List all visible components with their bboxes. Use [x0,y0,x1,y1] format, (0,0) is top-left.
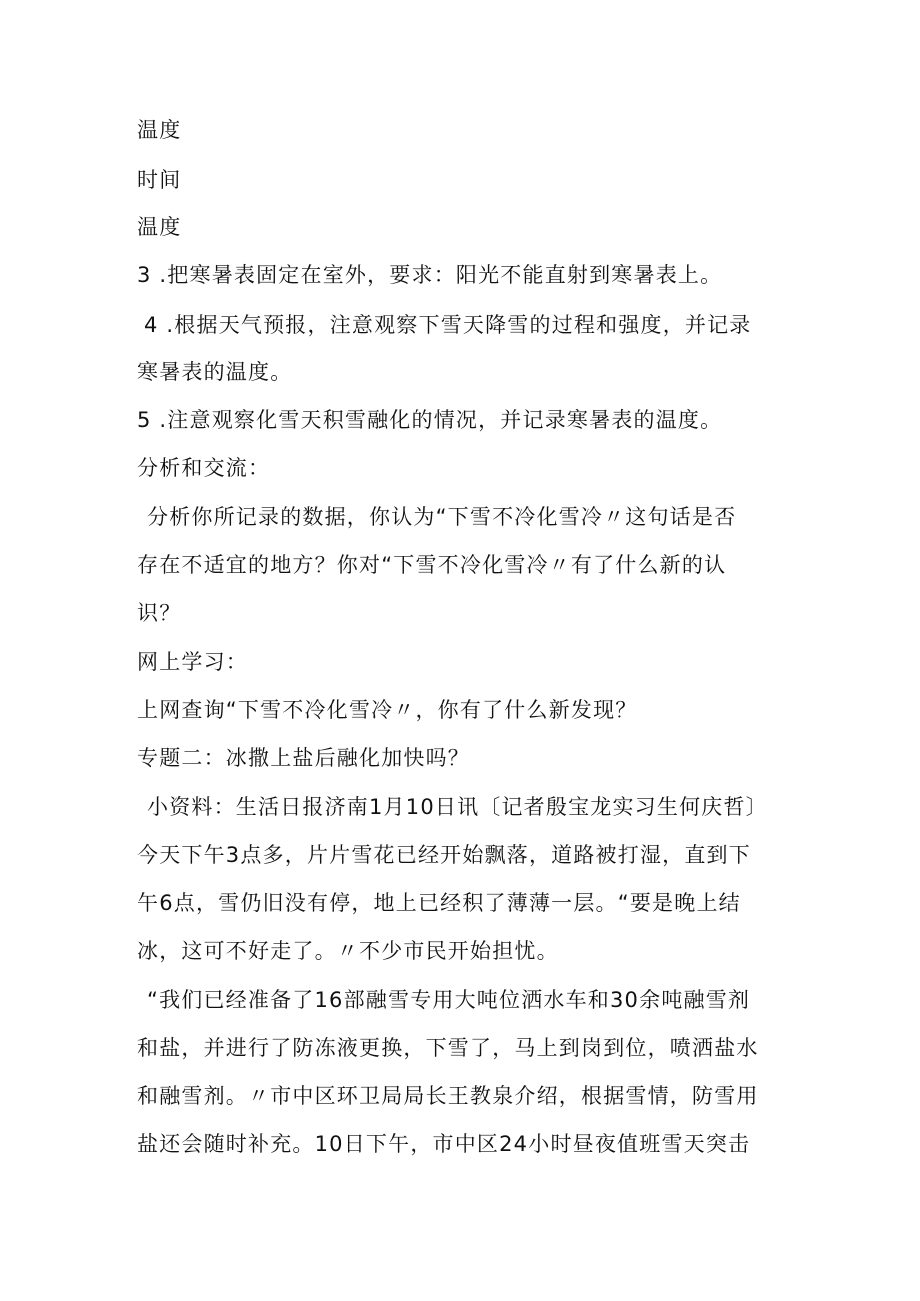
text-line-temperature-1: 温度 [137,118,182,142]
text-line-analysis-2: 存在不适宜的地方？你对“下雪不冷化雪冷〃有了什么新的认 [137,553,727,577]
text-line-news-3: 午6点，雪仍旧没有停，地上已经积了薄薄一层。“要是晚上结 [137,891,741,915]
text-line-quote-4: 盐还会随时补充。10日下午，市中区24小时昼夜值班雪天突击 [137,1132,751,1156]
text-line-temperature-2: 温度 [137,215,182,239]
text-line-time: 时间 [137,168,182,192]
text-line-news-1: 小资料：生活日报济南1月10日讯〔记者殷宝龙实习生何庆哲〕 [147,795,768,819]
heading-analysis: 分析和交流： [137,456,271,480]
heading-online-study: 网上学习： [137,650,248,674]
text-line-analysis-3: 识？ [137,601,182,625]
text-line-quote-1: “我们已经准备了16部融雪专用大吨位洒水车和30余吨融雪剂 [147,988,751,1012]
heading-topic-two: 专题二：冰撒上盐后融化加快吗？ [137,746,470,770]
text-line-quote-2: 和盐，并进行了防冻液更换，下雪了，马上到岗到位，喷洒盐水 [137,1036,759,1060]
text-line-news-2: 今天下午3点多，片片雪花已经开始飘落，道路被打湿，直到下 [137,843,751,867]
text-line-step-4: 4 .根据天气预报，注意观察下雪天降雪的过程和强度，并记录 [144,313,752,337]
text-line-step-3: 3 .把寒暑表固定在室外，要求：阳光不能直射到寒暑表上。 [137,263,723,287]
text-line-online-query: 上网查询“下雪不冷化雪冷〃，你有了什么新发现？ [137,698,638,722]
text-line-step-5: 5 .注意观察化雪天积雪融化的情况，并记录寒暑表的温度。 [137,408,723,432]
text-line-step-4-cont: 寒暑表的温度。 [137,360,293,384]
text-line-quote-3: 和融雪剂。〃市中区环卫局局长王教泉介绍，根据雪情，防雪用 [137,1084,759,1108]
text-line-analysis-1: 分析你所记录的数据，你认为“下雪不冷化雪冷〃这句话是否 [147,505,737,529]
text-line-news-4: 冰，这可不好走了。〃不少市民开始担忧。 [137,939,559,963]
